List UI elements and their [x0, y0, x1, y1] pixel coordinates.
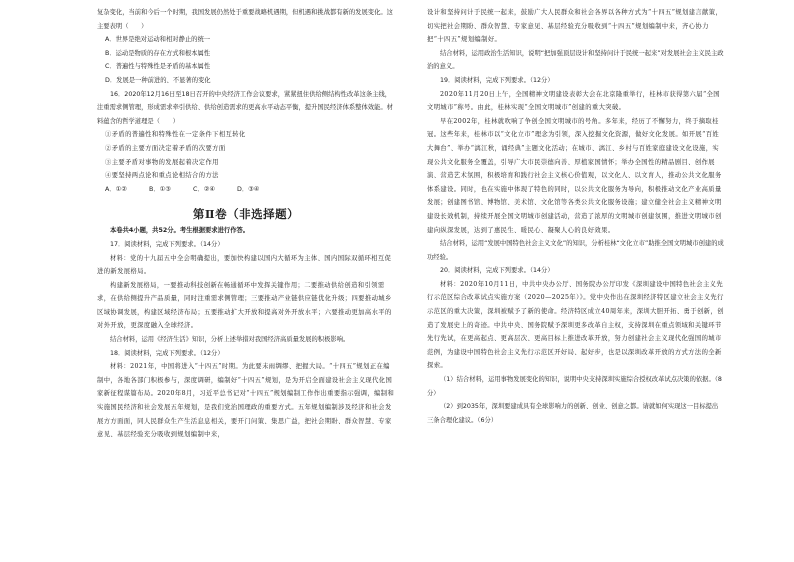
q15-option-d: D．发展是一种前进的、不显著的变化 [105, 76, 211, 84]
q18-material-continuation: 设计和坚持问计于民统一起来，鼓励广大人民群众和社会各界以各种方式为“十四五”规划建言献策，切实把社会期盼、群众智慧、专家意见、基层经验充分吸收到“十四五”规划编制中来，齐心协力把“十四五”规划编制好。 [427, 9, 723, 44]
q20-stem: 20．阅读材料，完成下列要求。（14分） [440, 267, 554, 275]
q19-task: 结合材料，运用“发展中国特色社会主义文化”的知识，分析桂林“文化立市”助推全国文明城市创建的成功经验。 [427, 240, 724, 261]
q16-choice-b: B．①③ [149, 185, 171, 193]
q15-option-a: A．世界是绝对运动和相对静止的统一 [105, 36, 211, 44]
q18-stem: 18．阅读材料，完成下列要求。（12分） [110, 349, 224, 357]
section-title: 第Ⅱ卷（非选择题） [192, 207, 300, 222]
q16-choice-c: C．②④ [193, 185, 215, 193]
q16-choices [97, 183, 395, 197]
q17-material-2: 构建新发展格局，一要推动科技创新在畅通循环中发挥关键作用；二要推动供给创造和引领需求，在供给侧提升产品质量，同时注重需求侧管理；三要推动产业链供应链优化升级；四要推动城乡区域协调发展，构建区域经济布局；五要推动扩大开放和提高对外开放水平；六要推动更加高水平的对外开放，更深度融入全球经济。 [97, 281, 392, 330]
q15-continuation: 复杂变化，当前和今后一个时期，我国发展仍然处于重要战略机遇期，但机遇和挑战都有新的发展变化。这主要表明（ ） [97, 9, 393, 30]
q17-material-1: 材料：党的十九届五中全会明确提出，要加快构建以国内大循环为主体、国内国际双循环相互促进的新发展格局。 [97, 254, 392, 276]
section-note: 本卷共4小题，共52分。考生根据要求进行作答。 [110, 227, 250, 235]
q16-item-2: ②矛盾的主要方面决定着矛盾的次要方面 [105, 144, 226, 152]
q19-material-1: 2020年11月20日上午，全国精神文明建设表彰大会在北京隆重举行，桂林市获得第六届“全国文明城市”称号。由此，桂林实现“全国文明城市”创建的重大突破。 [427, 90, 720, 112]
q16-stem: 16．2020年12月16日至18日召开的中央经济工作会议要求，紧紧扭住供给侧结构性改革这条主线，注重需求侧管理，形成需求牵引供给、供给创造需求的更高水平动态平衡，提升国民经济体系整体效能。材料蕴含的哲学道理是（ ） [97, 90, 393, 125]
q16-choice-a: A．①② [105, 185, 127, 193]
q17-stem: 17．阅读材料，完成下列要求。（14分） [110, 240, 224, 248]
q16-item-4: ④要坚持两点论和重点论相结合的方法 [105, 172, 219, 180]
q19-material-2: 早在2002年，桂林就吹响了争创全国文明城市的号角。多年来，经历了不懈努力，终于摘取桂冠。这些年来，桂林市以“文化立市”理念为引领，深入挖掘文化资源，做好文化发展。如开展“百姓大舞台”、举办“漓江秋，诵经典”主题文化活动；在城市、漓江、乡村与百姓家庭建设文化设施，实现公共文化服务全覆盖，引导广大市民崇德向善、厚植家国情怀；举办全国性的精品剧目、创作展演、营造艺术氛围，积极培育和践行社会主义核心价值观，以文化人、以文育人，推动公共文化服务体系建设。同时，也在实施中体现了特色的同时，以公共文化服务为导向，积极推动文化产业高质量发展；创建图书馆、博物馆、美术馆、文化馆等各类公共文化服务设施；建立健全社会主义精神文明建设长效机制，持续开展全国文明城市创建活动，营造了浓厚的文明城市创建氛围，推进文明城市创建向纵深发展，达到了惠民生、暖民心、凝聚人心的良好效果。 [427, 117, 722, 234]
right-column [427, 6, 724, 427]
q16-choice-d: D．③④ [237, 185, 260, 193]
q18-material: 材料：2021年，中国将进入“十四五”时期。为此要未雨绸缪、把握大局。“十四五”规划正在编制中，各地各部门积极参与，深度调研，编制好“十四五”规划，是为开启全面建设社会主义现代化国家新征程谋篇布局。2020年8月，习近平总书记对“十四五”规划编制工作作出重要指示强调，编制和实施国民经济和社会发展五年规划，是我们党治国理政的重要方式。五年规划编制涉及经济和社会发展方方面面，同人民群众生产生活息息相关，要开门问策、集思广益，把社会期盼、群众智慧、专家意见、基层经验充分吸收到规划编制中来， [97, 363, 395, 439]
q20-material: 材料：2020年10月11日，中共中央办公厅、国务院办公厅印发《深圳建设中国特色社会主义先行示范区综合改革试点实施方案（2020—2025年）》。党中央作出在深圳经济特区建立社会主义先行示范区的重大决策，深圳被赋予了新的使命。经济特区成立40周年来，深圳大胆开拓、勇于创新，创造了发展史上的奇迹。中共中央、国务院赋予深圳更多改革自主权，支持深圳在重点领域和关键环节先行先试，在更高起点、更高层次、更高目标上推进改革开放，努力创建社会主义现代化强国的城市范例，为建设中国特色社会主义先行示范区开好局、起好步，也是以深圳改革开放的方式方法的全新探索。 [427, 280, 724, 370]
q16-item-3: ③主要矛盾对事物的发展起着决定作用 [105, 158, 219, 166]
q17-task: 结合材料，运用《经济生活》知识，分析上述举措对我国经济高质量发展的积极影响。 [110, 336, 350, 344]
q20-task-1: （1）结合材料，运用事物发展变化的知识，说明中央支持深圳实施综合授权改革试点决策的依据。（8分） [427, 376, 722, 397]
q16-item-1: ①矛盾的普遍性和特殊性在一定条件下相互转化 [105, 131, 246, 139]
q15-option-b: B．运动是物质的存在方式和根本属性 [105, 49, 211, 57]
q19-stem: 19．阅读材料，完成下列要求。（12分） [440, 76, 554, 84]
q18-task: 结合材料，运用政治生活知识，说明“把加强顶层设计和坚持问计于民统一起来”对发展社会主义民主政治的意义。 [427, 49, 724, 71]
q20-task-2: （2）到2035年，深圳要建成具有全球影响力的创新、创业、创意之都。请就如何实现这一目标提出三条合理化建议。（6分） [427, 403, 719, 424]
left-column [97, 6, 395, 442]
q15-option-c: C．普遍性与特殊性是矛盾的基本属性 [105, 63, 211, 71]
